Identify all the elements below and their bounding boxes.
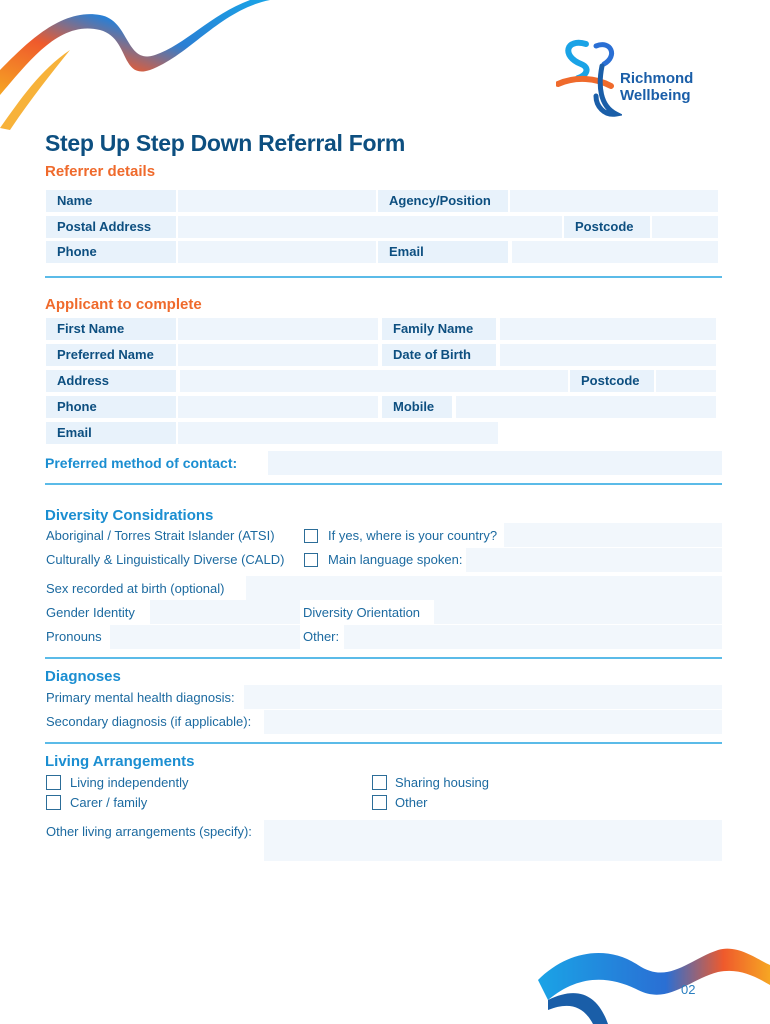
dob-label: Date of Birth [382, 344, 496, 366]
referrer-name-field[interactable] [178, 190, 376, 212]
referrer-postcode-field[interactable] [652, 216, 718, 238]
divider [45, 483, 722, 485]
first-name-field[interactable] [178, 318, 378, 340]
referrer-heading: Referrer details [45, 163, 156, 180]
country-label: If yes, where is your country? [328, 528, 498, 543]
diagnoses-heading: Diagnoses [45, 668, 121, 685]
dob-field[interactable] [500, 344, 716, 366]
logo-text: Richmond Wellbeing [620, 70, 694, 104]
language-label: Main language spoken: [328, 552, 463, 567]
country-field[interactable] [504, 523, 722, 547]
referrer-phone-field[interactable] [178, 241, 376, 263]
address-label: Address [46, 370, 176, 392]
phone-field[interactable] [178, 396, 378, 418]
sex-label: Sex recorded at birth (optional) [46, 581, 225, 596]
gender-label: Gender Identity [46, 605, 135, 620]
atsi-label: Aboriginal / Torres Strait Islander (ATSI) [46, 528, 275, 543]
address-field[interactable] [180, 370, 568, 392]
divider [45, 276, 722, 278]
primary-diagnosis-label: Primary mental health diagnosis: [46, 690, 235, 705]
logo-mark-icon [556, 36, 622, 120]
page-title: Step Up Step Down Referral Form [45, 130, 406, 156]
referrer-email-field[interactable] [512, 241, 718, 263]
referrer-address-field[interactable] [178, 216, 562, 238]
language-field[interactable] [466, 548, 722, 572]
other-label: Other: [303, 629, 340, 644]
referrer-email-label: Email [378, 241, 508, 263]
applicant-postcode-label: Postcode [570, 370, 654, 392]
cald-checkbox[interactable] [304, 553, 318, 567]
divider [45, 742, 722, 744]
phone-label: Phone [46, 396, 176, 418]
living-heading: Living Arrangements [45, 753, 195, 770]
ribbon-bottom-right [538, 940, 770, 1024]
applicant-heading: Applicant to complete [45, 296, 202, 313]
pronouns-label: Pronouns [46, 629, 102, 644]
preferred-name-label: Preferred Name [46, 344, 176, 366]
divider [45, 657, 722, 659]
referrer-address-label: Postal Address [46, 216, 176, 238]
ribbon-top-left [0, 0, 280, 130]
applicant-postcode-field[interactable] [656, 370, 716, 392]
preferred-name-field[interactable] [178, 344, 378, 366]
referrer-agency-label: Agency/Position [378, 190, 508, 212]
sex-field[interactable] [246, 576, 722, 600]
specify-label: Other living arrangements (specify): [46, 824, 252, 839]
atsi-checkbox[interactable] [304, 529, 318, 543]
secondary-diagnosis-field[interactable] [264, 710, 722, 734]
diversity-heading: Diversity Considrations [45, 507, 214, 524]
orientation-field[interactable] [434, 600, 722, 624]
living-independently-checkbox[interactable] [46, 775, 61, 790]
secondary-diagnosis-label: Secondary diagnosis (if applicable): [46, 714, 252, 729]
carer-family-label: Carer / family [70, 795, 148, 810]
family-name-field[interactable] [500, 318, 716, 340]
primary-diagnosis-field[interactable] [244, 685, 722, 709]
mobile-label: Mobile [382, 396, 452, 418]
email-label: Email [46, 422, 176, 444]
referrer-name-label: Name [46, 190, 176, 212]
email-field[interactable] [178, 422, 498, 444]
sharing-housing-checkbox[interactable] [372, 775, 387, 790]
orientation-label: Diversity Orientation [303, 605, 421, 620]
carer-family-checkbox[interactable] [46, 795, 61, 810]
specify-field[interactable] [264, 820, 722, 861]
referrer-phone-label: Phone [46, 241, 176, 263]
page-number: 02 [681, 982, 696, 997]
living-independently-label: Living independently [70, 775, 189, 790]
referrer-postcode-label: Postcode [564, 216, 650, 238]
family-name-label: Family Name [382, 318, 496, 340]
mobile-field[interactable] [456, 396, 716, 418]
first-name-label: First Name [46, 318, 176, 340]
sharing-housing-label: Sharing housing [395, 775, 489, 790]
pronouns-field[interactable] [110, 625, 300, 649]
other-living-label: Other [395, 795, 428, 810]
preferred-contact-field[interactable] [268, 451, 722, 475]
other-field[interactable] [344, 625, 722, 649]
referrer-agency-field[interactable] [510, 190, 718, 212]
cald-label: Culturally & Linguistically Diverse (CALD) [46, 552, 285, 567]
other-living-checkbox[interactable] [372, 795, 387, 810]
gender-field[interactable] [150, 600, 300, 624]
preferred-contact-label: Preferred method of contact: [45, 455, 238, 471]
